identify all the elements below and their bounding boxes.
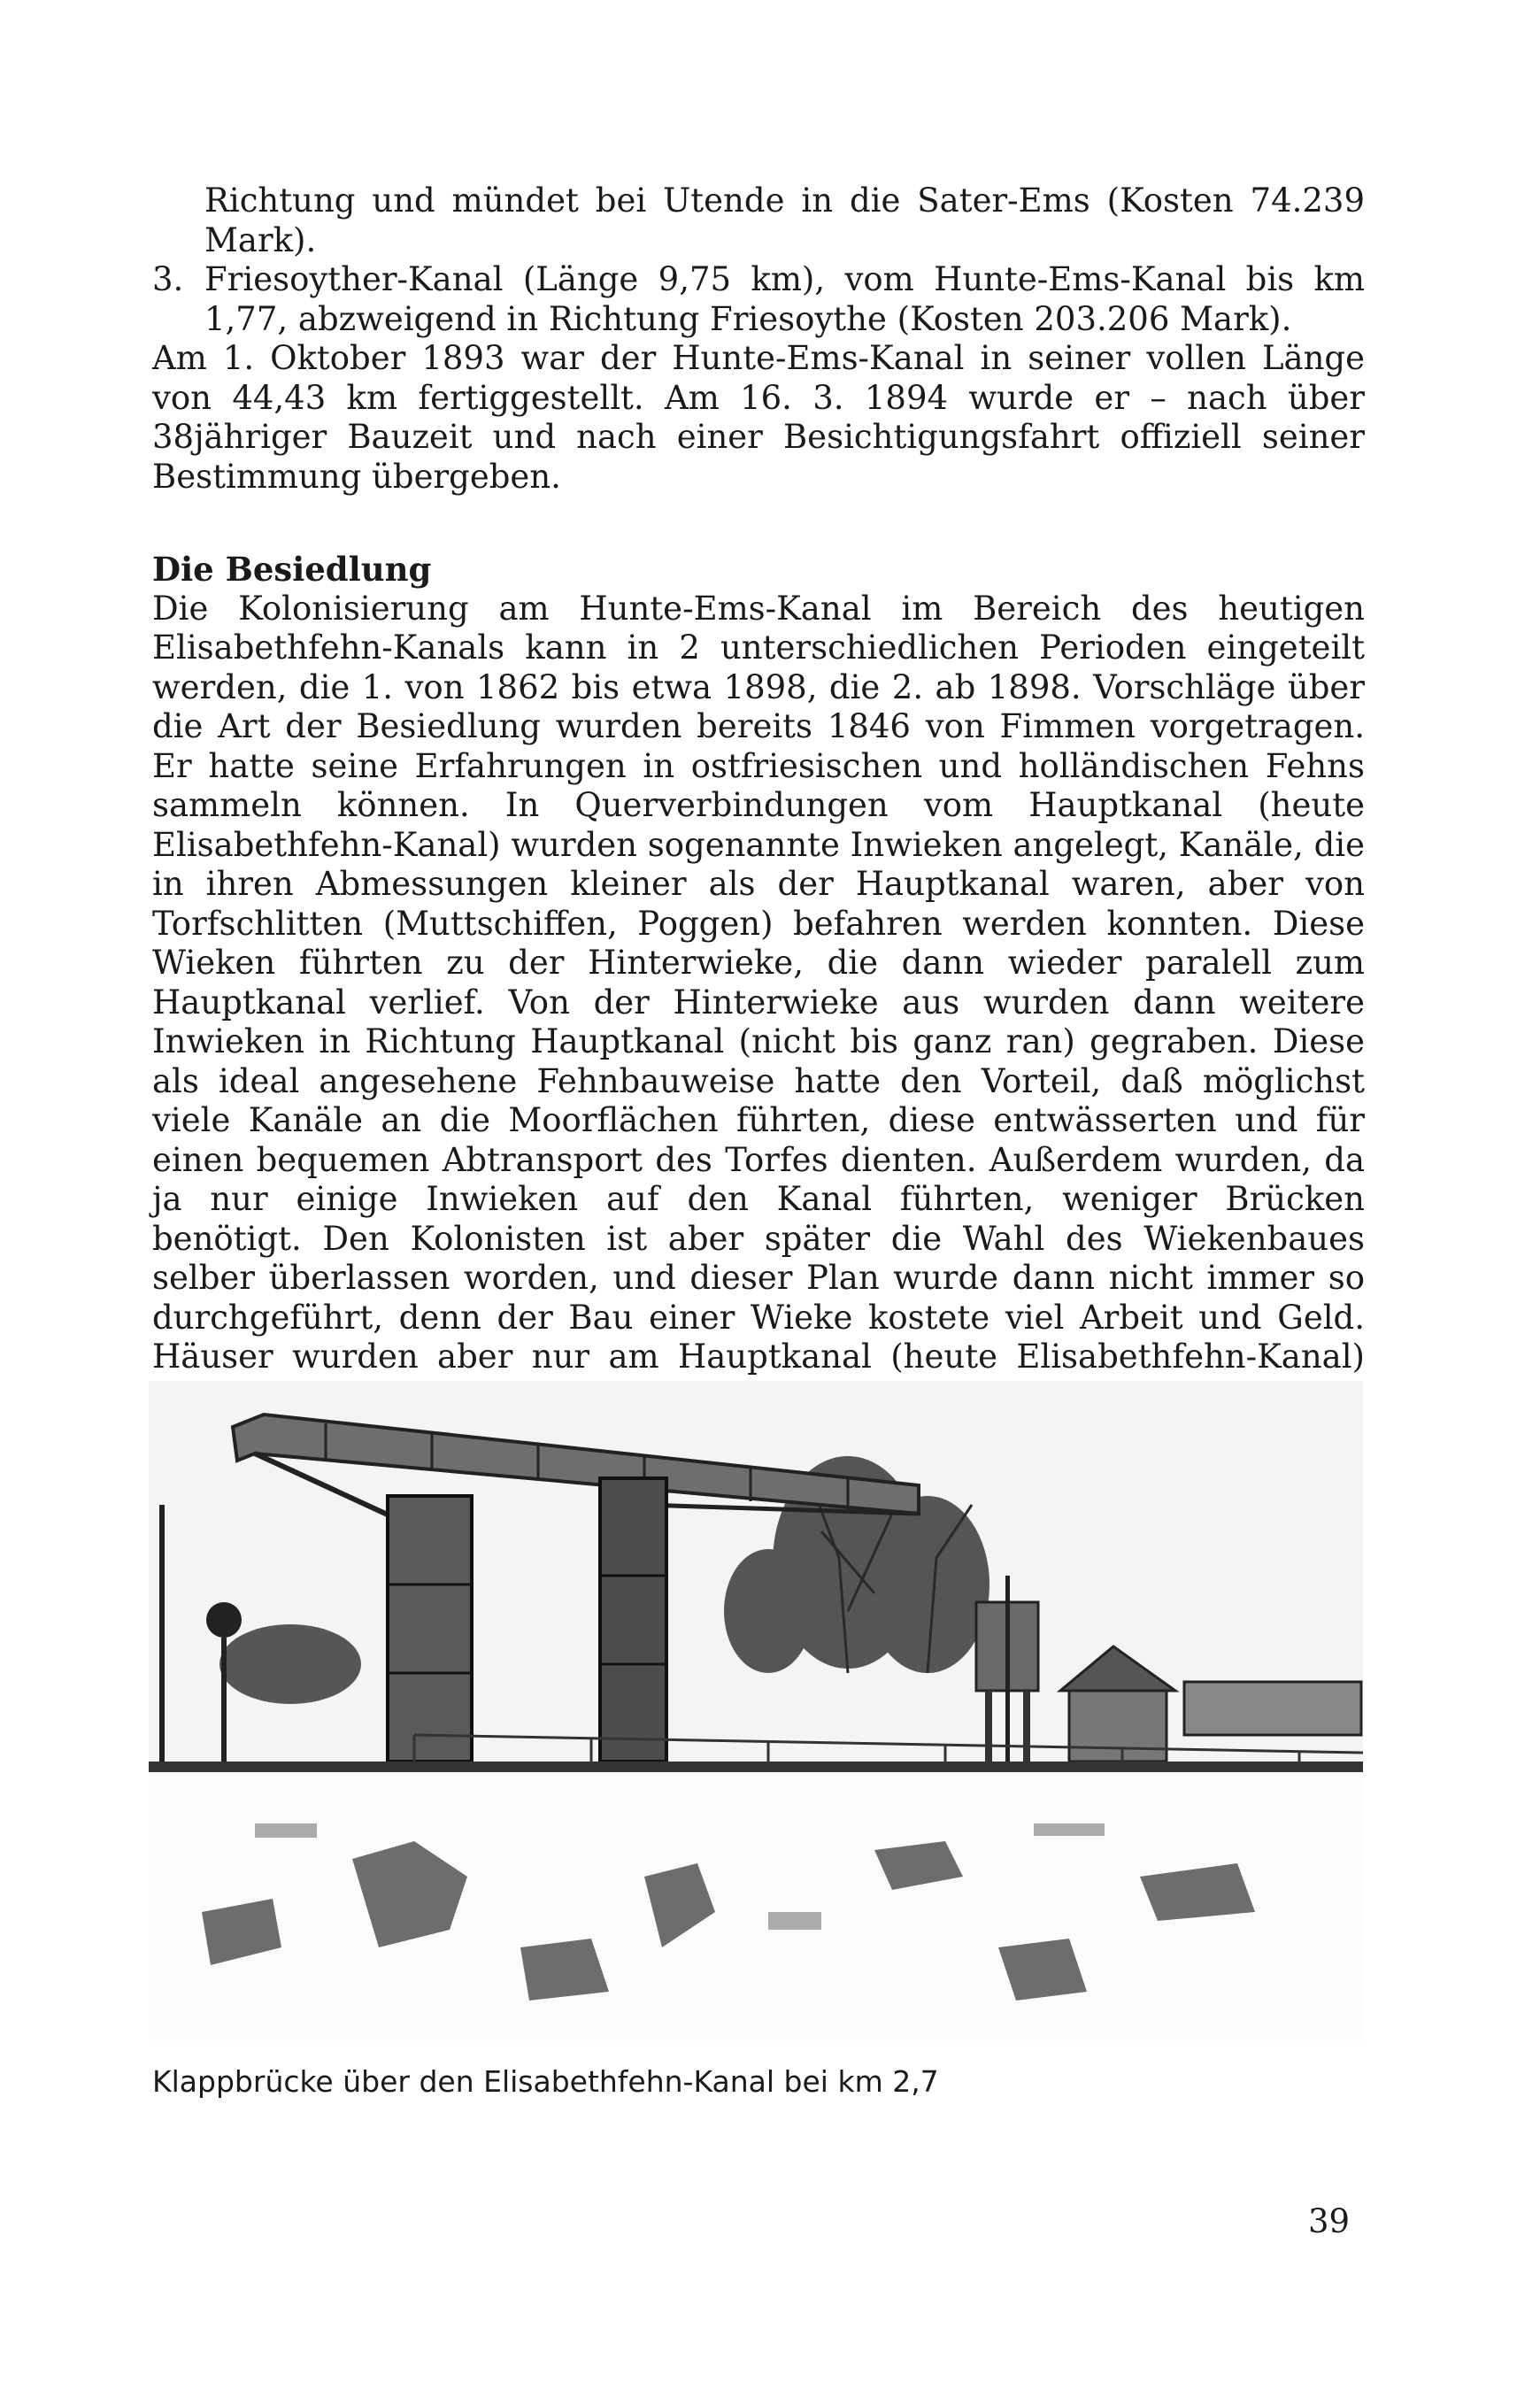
section-body: Die Kolonisierung am Hunte-Ems-Kanal im Bereich des heutigen Elisabethfehn-Kanals kann in 2 unterschiedlichen Perioden eingeteilt werden, die 1. von 1862 bis etwa 1898, die 2. ab 1898. Vorschläge über die Art der Besiedlung wurden bereits 1846 von Fimmen vorgetragen. Er hatte seine Erfahrungen in ostfriesischen und holländischen Fehns sammeln können. In Querverbindungen vom Hauptkanal (heute Elisabethfehn-Kanal) wurden sogenannte Inwieken angelegt, Kanäle, die in ihren Abmessungen kleiner als der Hauptkanal waren, aber von Torfschlitten (Muttschiffen, Poggen) befahren werden konnten. Diese Wieken führten zu der Hinterwieke, die dann wieder paralell zum Hauptkanal verlief. Von der Hinterwieke aus wurden dann weitere Inwieken in Richtung Hauptkanal (nicht bis ganz ran) gegraben. Diese als ideal angesehene Fehnbauweise hatte den Vorteil, daß möglichst viele Kanäle an die Moorflächen führten, diese entwässerten und für einen bequemen Abtransport des Torfes dienten. Außerdem wurden, da ja nur einige Inwieken auf den Kanal führten, weniger Brücken benötigt. Den Kolonisten ist aber später die Wahl des Wiekenbaues selber überlassen worden, und dieser Plan wurde dann nicht immer so durchgeführt, denn der Bau einer Wieke kostete viel Arbeit und Geld. Häuser wurden aber nur am Hauptkanal (heute Elisabethfehn-Kanal) (152, 589, 1365, 1376)
list-item-number: 3. (152, 260, 184, 298)
figure-caption: Klappbrücke über den Elisabethfehn-Kanal bei km 2,7 (152, 2064, 939, 2099)
text-column (152, 181, 1365, 1416)
list-item-3 (152, 260, 1365, 339)
bridge-photo-illustration (149, 1381, 1363, 2040)
completion-paragraph: Am 1. Oktober 1893 war der Hunte-Ems-Kanal in seiner vollen Länge von 44,43 km fertiggestellt. Am 16. 3. 1894 wurde er – nach über 38jähriger Bauzeit und nach einer Besichtigungsfahrt offiziell seiner Bestimmung übergeben. (152, 339, 1365, 496)
bridge-photo (149, 1381, 1363, 2040)
page-number: 39 (1308, 2202, 1351, 2240)
section-heading: Die Besiedlung (152, 550, 432, 589)
list-item-continuation: Richtung und mündet bei Utende in die Sater-Ems (Kosten 74.239 Mark). (204, 181, 1365, 259)
list-item-text: Friesoyther-Kanal (Länge 9,75 km), vom Hunte-Ems-Kanal bis km 1,77, abzweigend in Richtung Friesoythe (Kosten 203.206 Mark). (204, 260, 1365, 338)
